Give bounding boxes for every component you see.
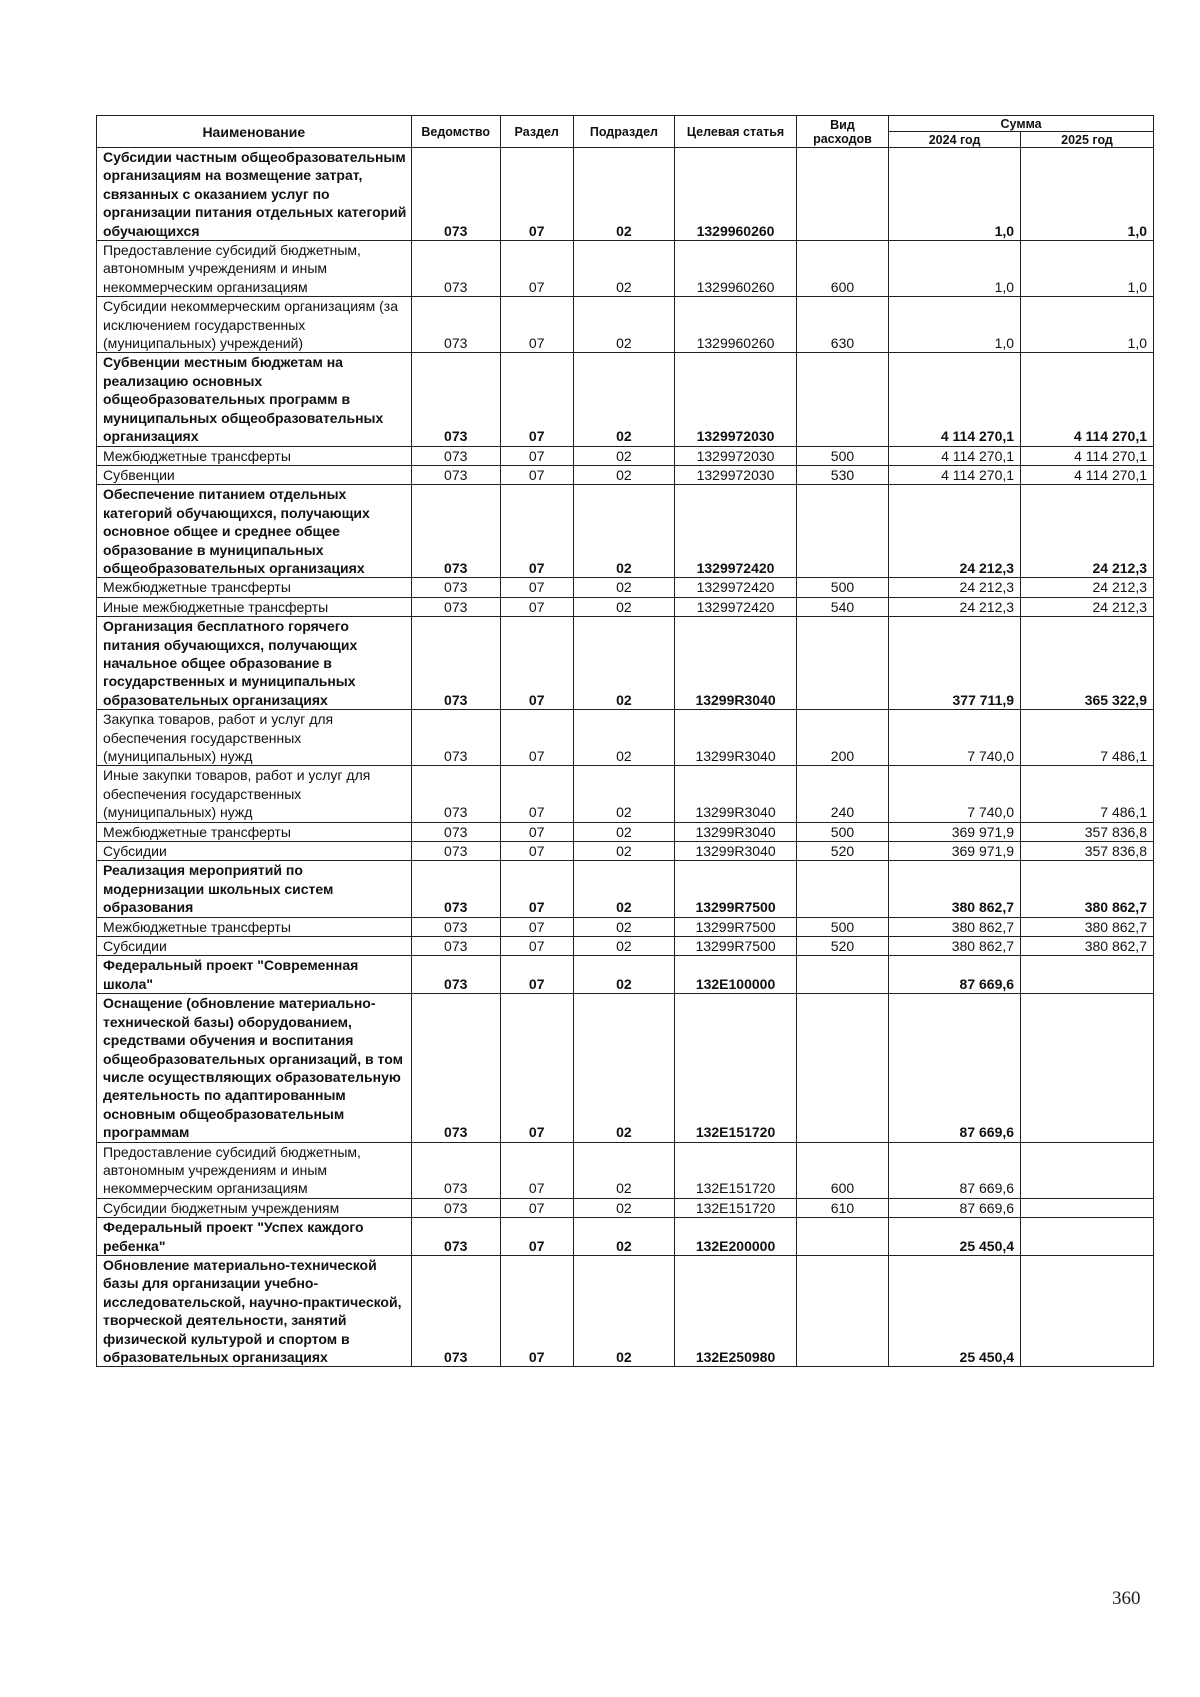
cell-vid-rashodov: 500 — [796, 917, 888, 936]
cell-vedomstvo: 073 — [411, 241, 500, 297]
cell-podrazdel: 02 — [573, 446, 675, 465]
cell-sum-2025: 380 862,7 — [1021, 917, 1154, 936]
cell-vedomstvo: 073 — [411, 148, 500, 241]
table-row — [97, 241, 1154, 297]
table-row — [97, 1218, 1154, 1256]
cell-razdel: 07 — [500, 578, 573, 597]
cell-vedomstvo: 073 — [411, 1198, 500, 1217]
cell-celevaya-statya: 13299R3040 — [675, 617, 796, 710]
cell-vid-rashodov: 520 — [796, 937, 888, 956]
cell-vedomstvo: 073 — [411, 446, 500, 465]
cell-sum-2024: 1,0 — [889, 241, 1021, 297]
cell-celevaya-statya: 13299R3040 — [675, 766, 796, 822]
cell-name: Межбюджетные трансферты — [97, 446, 412, 465]
budget-table — [96, 115, 1154, 1367]
cell-name: Иные закупки товаров, работ и услуг для обеспечения государственных (муниципальных) нужд — [97, 766, 412, 822]
cell-sum-2024: 1,0 — [889, 148, 1021, 241]
cell-vedomstvo: 073 — [411, 956, 500, 994]
cell-vid-rashodov — [796, 994, 888, 1142]
cell-sum-2024: 24 212,3 — [889, 578, 1021, 597]
cell-celevaya-statya: 132E200000 — [675, 1218, 796, 1256]
header-vid-rashodov: Вид расходов — [796, 116, 888, 148]
table-body — [97, 148, 1154, 1367]
cell-razdel: 07 — [500, 994, 573, 1142]
cell-vedomstvo: 073 — [411, 861, 500, 917]
cell-podrazdel: 02 — [573, 937, 675, 956]
cell-name: Федеральный проект "Современная школа" — [97, 956, 412, 994]
cell-sum-2025 — [1021, 994, 1154, 1142]
cell-razdel: 07 — [500, 917, 573, 936]
cell-vid-rashodov — [796, 148, 888, 241]
cell-sum-2024: 377 711,9 — [889, 617, 1021, 710]
cell-razdel: 07 — [500, 1198, 573, 1217]
cell-celevaya-statya: 132E151720 — [675, 1142, 796, 1198]
cell-podrazdel: 02 — [573, 1198, 675, 1217]
cell-celevaya-statya: 13299R7500 — [675, 937, 796, 956]
cell-name: Субвенции местным бюджетам на реализацию основных общеобразовательных программ в муниципальных общеобразовательных организациях — [97, 353, 412, 446]
cell-sum-2025 — [1021, 956, 1154, 994]
table-row — [97, 710, 1154, 766]
cell-podrazdel: 02 — [573, 766, 675, 822]
cell-razdel: 07 — [500, 1255, 573, 1366]
cell-podrazdel: 02 — [573, 353, 675, 446]
cell-celevaya-statya: 1329972030 — [675, 353, 796, 446]
cell-podrazdel: 02 — [573, 1255, 675, 1366]
cell-celevaya-statya: 132E151720 — [675, 994, 796, 1142]
cell-celevaya-statya: 1329972420 — [675, 485, 796, 578]
cell-sum-2024: 4 114 270,1 — [889, 465, 1021, 484]
cell-razdel: 07 — [500, 1218, 573, 1256]
cell-sum-2025: 365 322,9 — [1021, 617, 1154, 710]
cell-sum-2025 — [1021, 1198, 1154, 1217]
cell-celevaya-statya: 1329972420 — [675, 597, 796, 616]
table-row — [97, 766, 1154, 822]
cell-vedomstvo: 073 — [411, 297, 500, 353]
cell-vedomstvo: 073 — [411, 937, 500, 956]
cell-razdel: 07 — [500, 148, 573, 241]
cell-sum-2024: 7 740,0 — [889, 766, 1021, 822]
cell-vedomstvo: 073 — [411, 822, 500, 841]
cell-name: Иные межбюджетные трансферты — [97, 597, 412, 616]
cell-name: Межбюджетные трансферты — [97, 822, 412, 841]
cell-vedomstvo: 073 — [411, 617, 500, 710]
cell-vid-rashodov: 500 — [796, 822, 888, 841]
cell-sum-2025 — [1021, 1255, 1154, 1366]
cell-vid-rashodov: 630 — [796, 297, 888, 353]
table-row — [97, 822, 1154, 841]
cell-podrazdel: 02 — [573, 617, 675, 710]
cell-razdel: 07 — [500, 446, 573, 465]
cell-podrazdel: 02 — [573, 1218, 675, 1256]
cell-sum-2025: 24 212,3 — [1021, 597, 1154, 616]
cell-sum-2024: 380 862,7 — [889, 917, 1021, 936]
cell-sum-2025 — [1021, 1218, 1154, 1256]
cell-celevaya-statya: 1329972420 — [675, 578, 796, 597]
cell-razdel: 07 — [500, 842, 573, 861]
cell-razdel: 07 — [500, 597, 573, 616]
cell-razdel: 07 — [500, 956, 573, 994]
page-number: 360 — [1112, 1588, 1141, 1609]
cell-podrazdel: 02 — [573, 597, 675, 616]
cell-name: Обеспечение питанием отдельных категорий обучающихся, получающих основное общее и среднее общее образование в муниципальных общеобразовательных организациях — [97, 485, 412, 578]
cell-sum-2025: 7 486,1 — [1021, 710, 1154, 766]
cell-vid-rashodov — [796, 617, 888, 710]
cell-name: Межбюджетные трансферты — [97, 917, 412, 936]
cell-name: Предоставление субсидий бюджетным, автономным учреждениям и иным некоммерческим организациям — [97, 241, 412, 297]
cell-podrazdel: 02 — [573, 822, 675, 841]
header-celevaya-statya: Целевая статья — [675, 116, 796, 148]
cell-podrazdel: 02 — [573, 578, 675, 597]
cell-vid-rashodov — [796, 485, 888, 578]
cell-podrazdel: 02 — [573, 1142, 675, 1198]
cell-name: Реализация мероприятий по модернизации школьных систем образования — [97, 861, 412, 917]
cell-razdel: 07 — [500, 465, 573, 484]
cell-vedomstvo: 073 — [411, 766, 500, 822]
table-row — [97, 465, 1154, 484]
cell-razdel: 07 — [500, 710, 573, 766]
cell-razdel: 07 — [500, 822, 573, 841]
cell-name: Обновление материально-технической базы для организации учебно-исследовательской, научно-практической, творческой деятельности, занятий физической культурой и спортом в образовательных организациях — [97, 1255, 412, 1366]
cell-vid-rashodov: 530 — [796, 465, 888, 484]
cell-sum-2025: 357 836,8 — [1021, 822, 1154, 841]
cell-vedomstvo: 073 — [411, 465, 500, 484]
table-row — [97, 148, 1154, 241]
cell-vedomstvo: 073 — [411, 578, 500, 597]
cell-celevaya-statya: 1329972030 — [675, 446, 796, 465]
cell-celevaya-statya: 1329960260 — [675, 297, 796, 353]
cell-name: Федеральный проект "Успех каждого ребенка" — [97, 1218, 412, 1256]
table-row — [97, 1198, 1154, 1217]
cell-vedomstvo: 073 — [411, 842, 500, 861]
cell-sum-2024: 380 862,7 — [889, 861, 1021, 917]
cell-sum-2024: 87 669,6 — [889, 1198, 1021, 1217]
cell-sum-2025: 24 212,3 — [1021, 578, 1154, 597]
cell-razdel: 07 — [500, 617, 573, 710]
cell-razdel: 07 — [500, 241, 573, 297]
cell-name: Субвенции — [97, 465, 412, 484]
header-year-2025: 2025 год — [1021, 132, 1154, 148]
table-row — [97, 297, 1154, 353]
cell-sum-2025: 7 486,1 — [1021, 766, 1154, 822]
table-row — [97, 446, 1154, 465]
cell-name: Межбюджетные трансферты — [97, 578, 412, 597]
cell-name: Оснащение (обновление материально-технической базы) оборудованием, средствами обучения и воспитания общеобразовательных организаций, в том числе осуществляющих образовательную деятельность по адаптированным основным общеобразовательным программам — [97, 994, 412, 1142]
cell-vedomstvo: 073 — [411, 710, 500, 766]
cell-vid-rashodov: 500 — [796, 446, 888, 465]
cell-podrazdel: 02 — [573, 994, 675, 1142]
cell-vedomstvo: 073 — [411, 917, 500, 936]
cell-celevaya-statya: 1329960260 — [675, 148, 796, 241]
cell-sum-2025: 1,0 — [1021, 241, 1154, 297]
cell-sum-2024: 24 212,3 — [889, 485, 1021, 578]
cell-vedomstvo: 073 — [411, 1255, 500, 1366]
cell-razdel: 07 — [500, 937, 573, 956]
cell-sum-2024: 24 212,3 — [889, 597, 1021, 616]
header-podrazdel: Подраздел — [573, 116, 675, 148]
cell-name: Субсидии — [97, 937, 412, 956]
cell-sum-2025: 4 114 270,1 — [1021, 446, 1154, 465]
table-row — [97, 842, 1154, 861]
cell-sum-2025: 380 862,7 — [1021, 861, 1154, 917]
header-year-2024: 2024 год — [889, 132, 1021, 148]
table-row — [97, 917, 1154, 936]
cell-sum-2024: 369 971,9 — [889, 842, 1021, 861]
cell-vid-rashodov: 600 — [796, 241, 888, 297]
cell-celevaya-statya: 13299R3040 — [675, 710, 796, 766]
cell-vid-rashodov: 600 — [796, 1142, 888, 1198]
table-row — [97, 861, 1154, 917]
cell-vid-rashodov — [796, 353, 888, 446]
cell-vid-rashodov: 540 — [796, 597, 888, 616]
cell-vid-rashodov: 520 — [796, 842, 888, 861]
cell-vedomstvo: 073 — [411, 485, 500, 578]
cell-vedomstvo: 073 — [411, 1142, 500, 1198]
cell-vid-rashodov: 500 — [796, 578, 888, 597]
cell-celevaya-statya: 13299R7500 — [675, 861, 796, 917]
cell-sum-2024: 7 740,0 — [889, 710, 1021, 766]
cell-razdel: 07 — [500, 297, 573, 353]
cell-razdel: 07 — [500, 766, 573, 822]
cell-vid-rashodov — [796, 1255, 888, 1366]
cell-celevaya-statya: 13299R3040 — [675, 822, 796, 841]
cell-vedomstvo: 073 — [411, 1218, 500, 1256]
cell-sum-2025: 1,0 — [1021, 148, 1154, 241]
cell-celevaya-statya: 132E100000 — [675, 956, 796, 994]
cell-celevaya-statya: 1329960260 — [675, 241, 796, 297]
cell-name: Предоставление субсидий бюджетным, автономным учреждениям и иным некоммерческим организациям — [97, 1142, 412, 1198]
table-row — [97, 353, 1154, 446]
cell-sum-2025: 380 862,7 — [1021, 937, 1154, 956]
cell-razdel: 07 — [500, 485, 573, 578]
cell-sum-2025: 24 212,3 — [1021, 485, 1154, 578]
cell-vid-rashodov: 610 — [796, 1198, 888, 1217]
cell-vid-rashodov — [796, 956, 888, 994]
cell-vedomstvo: 073 — [411, 597, 500, 616]
table-row — [97, 994, 1154, 1142]
cell-vid-rashodov — [796, 861, 888, 917]
cell-podrazdel: 02 — [573, 297, 675, 353]
cell-sum-2024: 369 971,9 — [889, 822, 1021, 841]
table-row — [97, 937, 1154, 956]
cell-sum-2024: 4 114 270,1 — [889, 446, 1021, 465]
cell-podrazdel: 02 — [573, 917, 675, 936]
cell-sum-2024: 380 862,7 — [889, 937, 1021, 956]
cell-sum-2024: 25 450,4 — [889, 1218, 1021, 1256]
cell-podrazdel: 02 — [573, 861, 675, 917]
cell-sum-2024: 87 669,6 — [889, 994, 1021, 1142]
cell-sum-2025: 357 836,8 — [1021, 842, 1154, 861]
cell-vid-rashodov: 240 — [796, 766, 888, 822]
header-summa: Сумма — [889, 116, 1154, 132]
cell-podrazdel: 02 — [573, 241, 675, 297]
cell-celevaya-statya: 13299R7500 — [675, 917, 796, 936]
cell-name: Субсидии частным общеобразовательным организациям на возмещение затрат, связанных с оказанием услуг по организации питания отдельных категорий обучающихся — [97, 148, 412, 241]
cell-name: Закупка товаров, работ и услуг для обеспечения государственных (муниципальных) нужд — [97, 710, 412, 766]
cell-vid-rashodov: 200 — [796, 710, 888, 766]
cell-sum-2025 — [1021, 1142, 1154, 1198]
header-razdel: Раздел — [500, 116, 573, 148]
table-row — [97, 617, 1154, 710]
cell-celevaya-statya: 13299R3040 — [675, 842, 796, 861]
table-row — [97, 597, 1154, 616]
cell-sum-2025: 1,0 — [1021, 297, 1154, 353]
cell-name: Субсидии — [97, 842, 412, 861]
cell-name: Субсидии бюджетным учреждениям — [97, 1198, 412, 1217]
cell-celevaya-statya: 1329972030 — [675, 465, 796, 484]
header-vedomstvo: Ведомство — [411, 116, 500, 148]
cell-vedomstvo: 073 — [411, 353, 500, 446]
cell-podrazdel: 02 — [573, 710, 675, 766]
cell-podrazdel: 02 — [573, 465, 675, 484]
cell-podrazdel: 02 — [573, 485, 675, 578]
table-row — [97, 1142, 1154, 1198]
cell-vid-rashodov — [796, 1218, 888, 1256]
table-row — [97, 1255, 1154, 1366]
cell-sum-2024: 87 669,6 — [889, 1142, 1021, 1198]
cell-celevaya-statya: 132E250980 — [675, 1255, 796, 1366]
table-row — [97, 956, 1154, 994]
table-row — [97, 485, 1154, 578]
cell-sum-2025: 4 114 270,1 — [1021, 465, 1154, 484]
cell-podrazdel: 02 — [573, 148, 675, 241]
cell-podrazdel: 02 — [573, 956, 675, 994]
cell-celevaya-statya: 132E151720 — [675, 1198, 796, 1217]
cell-sum-2025: 4 114 270,1 — [1021, 353, 1154, 446]
cell-name: Организация бесплатного горячего питания обучающихся, получающих начальное общее образование в государственных и муниципальных образовательных организациях — [97, 617, 412, 710]
cell-sum-2024: 25 450,4 — [889, 1255, 1021, 1366]
header-name: Наименование — [97, 116, 412, 148]
cell-razdel: 07 — [500, 861, 573, 917]
table-row — [97, 578, 1154, 597]
cell-podrazdel: 02 — [573, 842, 675, 861]
cell-razdel: 07 — [500, 1142, 573, 1198]
cell-razdel: 07 — [500, 353, 573, 446]
cell-sum-2024: 87 669,6 — [889, 956, 1021, 994]
cell-vedomstvo: 073 — [411, 994, 500, 1142]
cell-sum-2024: 1,0 — [889, 297, 1021, 353]
cell-sum-2024: 4 114 270,1 — [889, 353, 1021, 446]
cell-name: Субсидии некоммерческим организациям (за исключением государственных (муниципальных) учреждений) — [97, 297, 412, 353]
